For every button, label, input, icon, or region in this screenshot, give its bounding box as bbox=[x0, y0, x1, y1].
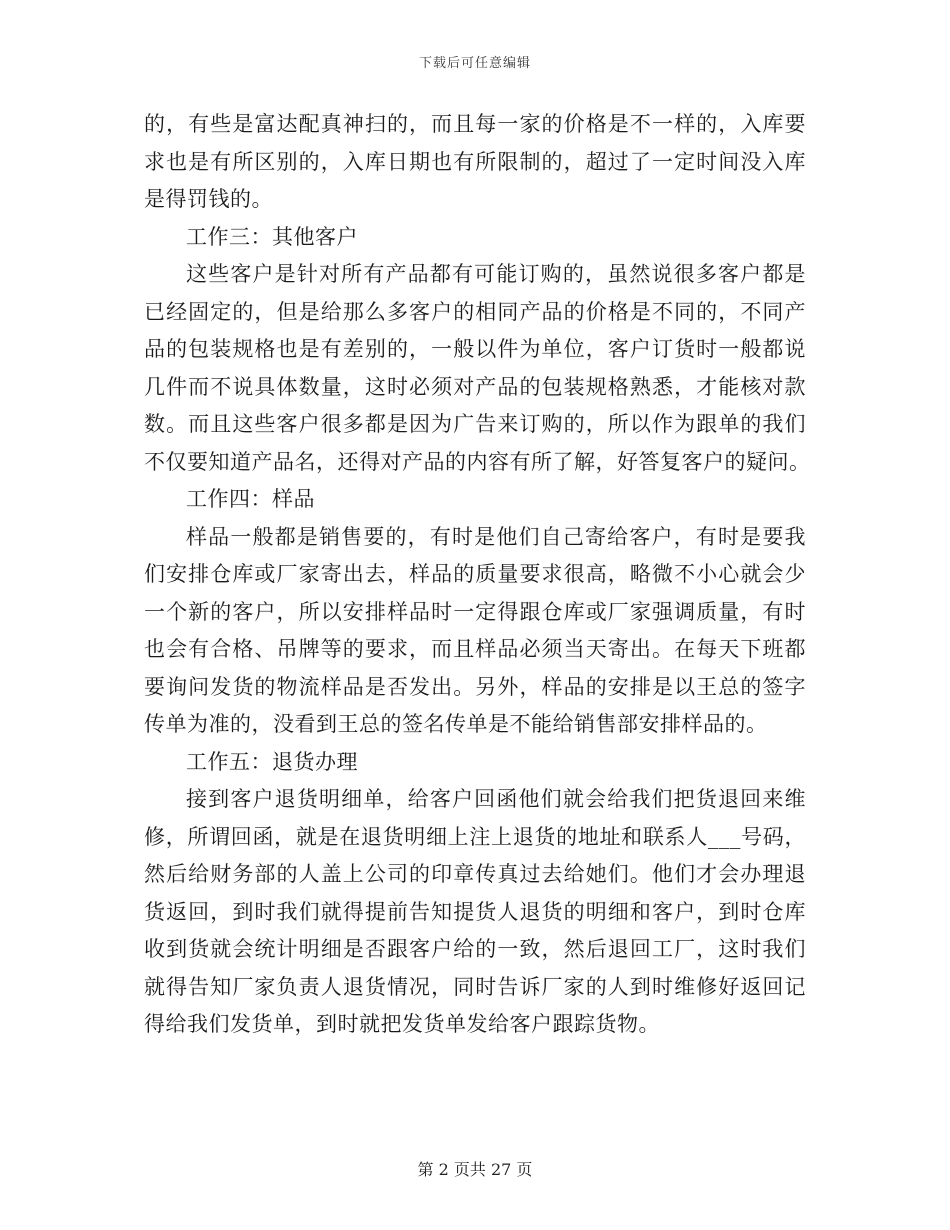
text-line: 要询问发货的物流样品是否发出。另外，样品的安排是以王总的签字 bbox=[144, 674, 806, 699]
text-line: 这些客户是针对所有产品都有可能订购的，虽然说很多客户都是 bbox=[186, 262, 806, 286]
text-line: 货返回，到时我们就得提前告知提货人退货的明细和客户，到时仓库 bbox=[144, 899, 806, 924]
text-line: 求也是有所区别的，入库日期也有所限制的，超过了一定时间没入库 bbox=[144, 149, 806, 174]
text-line: 传单为准的，没看到王总的签名传单是不能给销售部安排样品的。 bbox=[144, 712, 768, 736]
text-line: 品的包装规格也是有差别的，一般以件为单位，客户订货时一般都说 bbox=[144, 337, 806, 361]
text-line: 接到客户退货明细单，给客户回函他们就会给我们把货退回来维 bbox=[186, 787, 806, 811]
text-line: 几件而不说具体数量，这时必须对产品的包装规格熟悉，才能核对款 bbox=[144, 374, 806, 399]
text-line: 不仅要知道产品名，还得对产品的内容有所了解，好答复客户的疑问。 bbox=[144, 449, 811, 474]
page-header: 下载后可任意编辑 bbox=[418, 56, 531, 71]
text-line: 工作四：样品 bbox=[186, 487, 315, 511]
text-line: 就得告知厂家负责人退货情况，同时告诉厂家的人到时维修好返回记 bbox=[144, 974, 806, 999]
text-line: 然后给财务部的人盖上公司的印章传真过去给她们。他们才会办理退 bbox=[144, 862, 806, 886]
text-line: 工作五：退货办理 bbox=[186, 749, 358, 774]
text-line: 一个新的客户，所以安排样品时一定得跟仓库或厂家强调质量，有时 bbox=[144, 599, 806, 624]
text-line: 工作三：其他客户 bbox=[186, 224, 358, 249]
text-line: 们安排仓库或厂家寄出去，样品的质量要求很高，略微不小心就会少 bbox=[144, 562, 806, 586]
text-line: 收到货就会统计明细是否跟客户给的一致，然后退回工厂，这时我们 bbox=[144, 937, 806, 961]
text-line: 数。而且这些客户很多都是因为广告来订购的，所以作为跟单的我们 bbox=[144, 412, 806, 436]
document-body bbox=[144, 106, 811, 1044]
text-line: 得给我们发货单，到时就把发货单发给客户跟踪货物。 bbox=[144, 1012, 660, 1036]
text-line: 修，所谓回函，就是在退货明细上注上退货的地址和联系人___号码， bbox=[144, 824, 806, 849]
text-line: 已经固定的，但是给那么多客户的相同产品的价格是不同的，不同产 bbox=[144, 299, 806, 324]
text-line: 也会有合格、吊牌等的要求，而且样品必须当天寄出。在每天下班都 bbox=[144, 637, 806, 661]
text-line: 样品一般都是销售要的，有时是他们自己寄给客户，有时是要我 bbox=[186, 524, 806, 549]
text-line: 是得罚钱的。 bbox=[144, 187, 273, 211]
text-line: 的，有些是富达配真神扫的，而且每一家的价格是不一样的，入库要 bbox=[144, 112, 806, 136]
page-footer: 第 2 页共 27 页 bbox=[417, 1160, 533, 1179]
